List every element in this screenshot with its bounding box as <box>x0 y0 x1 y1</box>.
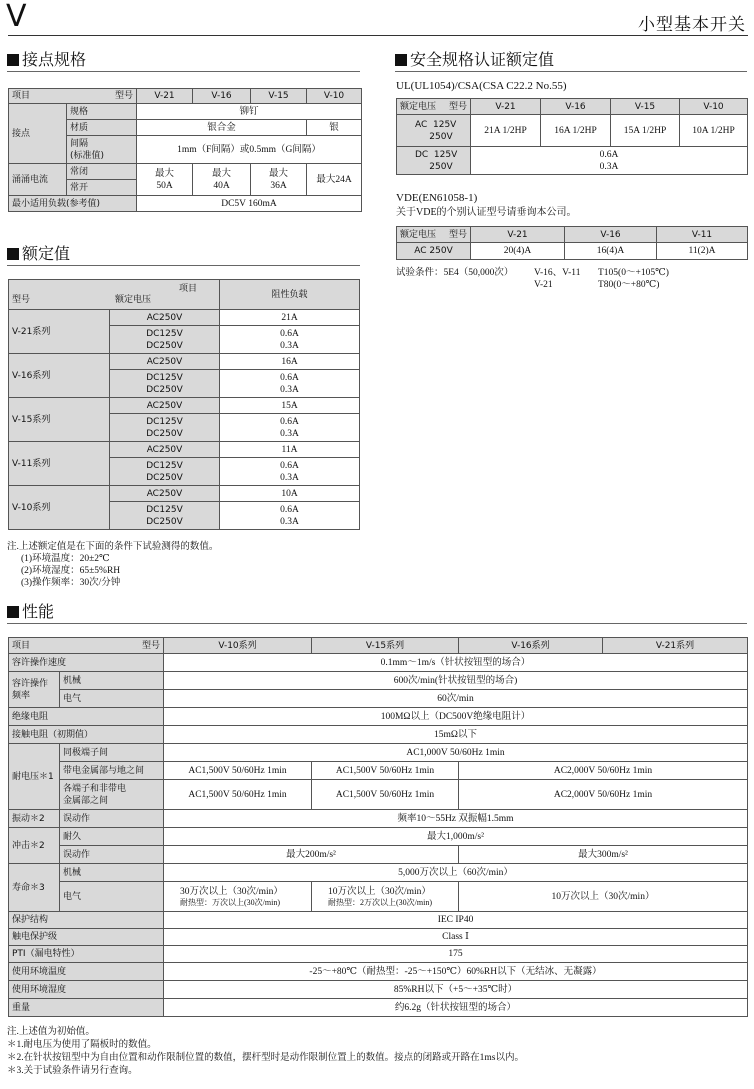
life-elec-value: 10万次以上（30次/min） <box>459 882 748 912</box>
model-header: V-15系列 <box>312 638 459 654</box>
model-header: V-16 <box>193 89 251 104</box>
series-label: V-16系列 <box>9 354 110 398</box>
protection-label: 保护结构 <box>9 912 164 929</box>
dc-voltage: DC125V DC250V <box>110 502 220 530</box>
spec-label: 规格 <box>67 104 137 120</box>
ul-ac-value: 15A 1/2HP <box>611 115 680 147</box>
perf-note: 注.上述值为初始值。 <box>7 1027 95 1037</box>
model-header: V-10系列 <box>164 638 312 654</box>
pti-value: 175 <box>164 946 748 963</box>
weight-label: 重量 <box>9 999 164 1017</box>
perf-note: ＊2.在针状按钮型中为自由位置和动作限制位置的数值，摆杆型时是动作限制位置上的数值。接点的闭路或开路在1ms以内。 <box>7 1053 524 1063</box>
humidity-value: 85%RH以下（+5～+35℃时） <box>164 981 748 999</box>
life-mech-value: 5,000万次以上（60次/min） <box>164 864 748 882</box>
elec-label: 电气 <box>60 690 164 708</box>
durability-label: 耐久 <box>60 828 164 846</box>
vde-table <box>396 226 748 260</box>
model-header: V-16 <box>565 227 657 243</box>
ac-voltage: AC250V <box>110 486 220 502</box>
protection-value: IEC IP40 <box>164 912 748 929</box>
h-voltage: 额定电压 <box>400 229 437 240</box>
spec-value: 铆钉 <box>137 104 362 120</box>
dc-voltage: DC125V DC250V <box>110 414 220 442</box>
series-label: V-10系列 <box>9 486 110 530</box>
ac-load-value: 15A <box>220 398 360 414</box>
ac-load-value: 21A <box>220 310 360 326</box>
rated-note: (2)环境湿度：65±5%RH <box>21 566 121 576</box>
h-resistive-load: 阻性负载 <box>220 280 360 310</box>
contact-res-label: 接触电阻（初期值） <box>9 726 164 744</box>
material-label: 材质 <box>67 120 137 136</box>
pti-label: PTI（漏电特性） <box>9 946 164 963</box>
contact-spec-table <box>8 88 362 212</box>
h-voltage: 额定电压 <box>115 295 152 305</box>
contact-spec-heading: 接点规格 <box>7 50 86 70</box>
life-elec-value: 10万次以上（30次/min） <box>328 886 431 897</box>
shock-protection-value: Class Ⅰ <box>164 929 748 946</box>
h-item: 项目 <box>178 284 197 294</box>
series-label: V-21系列 <box>9 310 110 354</box>
model-header: V-15 <box>611 99 680 115</box>
rated-heading: 额定值 <box>7 244 70 264</box>
model-header: V-21系列 <box>603 638 748 654</box>
dc-voltage: DC125V DC250V <box>110 370 220 398</box>
diel-value: AC2,000V 50/60Hz 1min <box>459 780 748 810</box>
diel-sub-label: 各端子和非带电 金属部之间 <box>60 780 164 810</box>
rated-note: 注.上述额定值是在下面的条件下试验测得的数值。 <box>7 542 219 552</box>
model-header: V-16系列 <box>459 638 603 654</box>
h-model: 型号 <box>141 640 160 651</box>
rated-table <box>8 279 360 530</box>
h-item: 项目 <box>12 640 31 651</box>
weight-value: 约6.2g（针状按钮型的场合） <box>164 999 748 1017</box>
vde-value: 20(4)A <box>471 243 565 260</box>
malfunction-label: 误动作 <box>60 846 164 864</box>
inrush-label: 涌涌电流 <box>9 164 67 196</box>
insulation-value: 100MΩ以上（DC500V绝缘电阻计） <box>164 708 748 726</box>
safety-heading-rule <box>395 71 747 72</box>
gap-value: 1mm（F间隔）或0.5mm（G间隔） <box>137 136 362 164</box>
temperature-label: 使用环境温度 <box>9 963 164 981</box>
diel-value: AC1,500V 50/60Hz 1min <box>312 780 459 810</box>
shock-mal-value: 最大200m/s² <box>164 846 459 864</box>
inrush-value: 最大24A <box>307 164 362 196</box>
no-label: 常开 <box>67 180 137 196</box>
elec-label: 电气 <box>60 882 164 912</box>
ul-ac-value: 16A 1/2HP <box>541 115 611 147</box>
h-voltage: 额定电压 <box>400 101 437 112</box>
life-label: 寿命＊3 <box>9 864 60 912</box>
insulation-label: 绝缘电阻 <box>9 708 164 726</box>
humidity-label: 使用环境湿度 <box>9 981 164 999</box>
h-model: 型号 <box>448 229 467 240</box>
ul-dc-value: 0.6A 0.3A <box>471 147 748 175</box>
diel-sub-label: 同极端子间 <box>60 744 164 762</box>
h-model: 型号 <box>12 295 31 305</box>
shock-mal-value: 最大300m/s² <box>459 846 748 864</box>
shock-label: 冲击＊2 <box>9 828 60 864</box>
diel-sub-label: 带电金属部与地之间 <box>60 762 164 780</box>
life-elec-heat: 耐热型：2万次以上(30次/min) <box>328 897 432 907</box>
vde-title: VDE(EN61058-1) <box>396 192 478 204</box>
malfunction-label: 误动作 <box>60 810 164 828</box>
mech-label: 机械 <box>60 864 164 882</box>
temperature-value: -25～+80℃（耐热型：-25～+150℃）60%RH以下（无结冰、无凝露） <box>164 963 748 981</box>
performance-heading: 性能 <box>7 602 54 622</box>
op-speed-label: 容许操作速度 <box>9 654 164 672</box>
inrush-value: 最大 40A <box>193 164 251 196</box>
contact-res-value: 15mΩ以下 <box>164 726 748 744</box>
dielectric-label: 耐电压＊1 <box>9 744 60 810</box>
page-title: 小型基本开关 <box>638 15 746 35</box>
series-letter: V <box>6 0 27 34</box>
model-header: V-21 <box>471 99 541 115</box>
rated-note: (3)操作频率：30次/分钟 <box>21 578 121 588</box>
shock-protection-label: 触电保护级 <box>9 929 164 946</box>
min-load-label: 最小适用负载(参考值) <box>9 196 137 212</box>
model-header: V-21 <box>137 89 193 104</box>
ac-load-value: 11A <box>220 442 360 458</box>
ul-table <box>396 98 748 175</box>
dc-voltage: DC125V DC250V <box>110 326 220 354</box>
shock-dur-value: 最大1,000m/s² <box>164 828 748 846</box>
diel-value: AC1,500V 50/60Hz 1min <box>164 780 312 810</box>
vde-note: 关于VDE的个别认证型号请垂询本公司。 <box>396 207 577 218</box>
life-elec-heat: 耐热型：万次以上(30次/min) <box>180 897 280 907</box>
diel-value: AC2,000V 50/60Hz 1min <box>459 762 748 780</box>
diel-value: AC1,000V 50/60Hz 1min <box>164 744 748 762</box>
performance-heading-rule <box>7 623 747 624</box>
ul-ac-value: 21A 1/2HP <box>471 115 541 147</box>
safety-heading: 安全规格认证额定值 <box>395 50 554 70</box>
op-freq-label: 容许操作 频率 <box>9 672 60 708</box>
ac-voltage: AC250V <box>110 310 220 326</box>
diel-value: AC1,500V 50/60Hz 1min <box>164 762 312 780</box>
ac-label: AC 125V 250V <box>397 115 471 147</box>
test-condition: 试验条件：5E4（50,000次） <box>396 268 514 278</box>
series-label: V-11系列 <box>9 442 110 486</box>
mech-label: 机械 <box>60 672 164 690</box>
diel-value: AC1,500V 50/60Hz 1min <box>312 762 459 780</box>
contact-group-label: 接点 <box>9 104 67 164</box>
ac-voltage: AC250V <box>110 442 220 458</box>
vde-row-label: AC 250V <box>397 243 471 260</box>
model-header: V-11 <box>657 227 748 243</box>
vde-value: 16(4)A <box>565 243 657 260</box>
model-header: V-10 <box>680 99 748 115</box>
model-header: V-16 <box>541 99 611 115</box>
h-item: 项目 <box>12 91 31 101</box>
ac-voltage: AC250V <box>110 398 220 414</box>
gap-label: 间隔 (标准值) <box>67 136 137 164</box>
ul-title: UL(UL1054)/CSA(CSA C22.2 No.55) <box>396 80 567 92</box>
op-freq-mech: 600次/min(针状按钮型的场合) <box>164 672 748 690</box>
dc-load-value: 0.6A 0.3A <box>220 458 360 486</box>
model-header: V-21 <box>471 227 565 243</box>
perf-note: ＊1.耐电压为使用了隔板时的数值。 <box>7 1040 157 1050</box>
h-model: 型号 <box>114 91 133 101</box>
header-divider <box>8 35 748 36</box>
dc-load-value: 0.6A 0.3A <box>220 370 360 398</box>
test-condition-temps: T105(0～+105℃) T80(0～+80℃) <box>598 268 669 290</box>
vde-value: 11(2)A <box>657 243 748 260</box>
life-elec-value: 30万次以上（30次/min） <box>180 886 283 897</box>
rated-heading-rule <box>7 265 360 266</box>
dc-load-value: 0.6A 0.3A <box>220 502 360 530</box>
test-condition-models: V-16、V-11 V-21 <box>534 268 581 290</box>
dc-load-value: 0.6A 0.3A <box>220 414 360 442</box>
dc-voltage: DC125V DC250V <box>110 458 220 486</box>
vibration-label: 振动＊2 <box>9 810 60 828</box>
h-model: 型号 <box>448 101 467 112</box>
dc-label: DC 125V 250V <box>397 147 471 175</box>
vibration-value: 频率10～55Hz 双振幅1.5mm <box>164 810 748 828</box>
inrush-value: 最大 36A <box>251 164 307 196</box>
nc-label: 常闭 <box>67 164 137 180</box>
model-header: V-10 <box>307 89 362 104</box>
ac-voltage: AC250V <box>110 354 220 370</box>
min-load-value: DC5V 160mA <box>137 196 362 212</box>
model-header: V-15 <box>251 89 307 104</box>
ac-load-value: 16A <box>220 354 360 370</box>
dc-load-value: 0.6A 0.3A <box>220 326 360 354</box>
ac-load-value: 10A <box>220 486 360 502</box>
inrush-value: 最大 50A <box>137 164 193 196</box>
contact-heading-rule <box>7 71 360 72</box>
perf-note: ＊3.关于试验条件请另行查询。 <box>7 1066 138 1076</box>
series-label: V-15系列 <box>9 398 110 442</box>
op-speed-value: 0.1mm～1m/s（针状按钮型的场合） <box>164 654 748 672</box>
rated-note: (1)环境温度：20±2℃ <box>21 554 110 564</box>
material-value: 银合金 <box>137 120 307 136</box>
ul-ac-value: 10A 1/2HP <box>680 115 748 147</box>
material-value-v10: 银 <box>307 120 362 136</box>
op-freq-elec: 60次/min <box>164 690 748 708</box>
performance-table <box>8 637 748 1017</box>
